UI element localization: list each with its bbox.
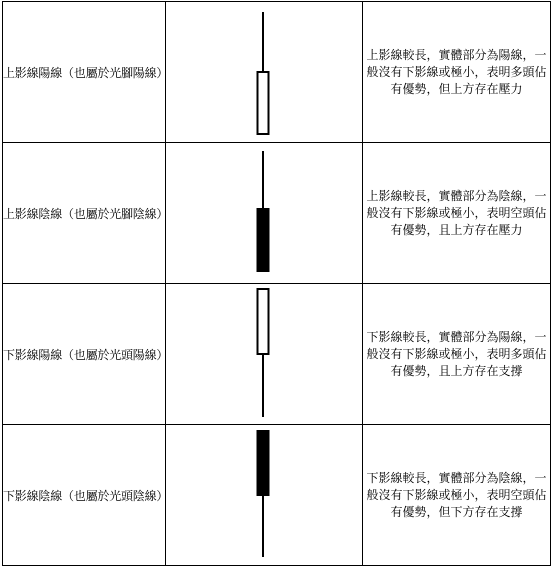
candle-body (257, 431, 268, 495)
candle-cell (165, 284, 362, 425)
pattern-description: 下影線較長，實體部分為陽線，一般沒有下影線或極小，表明多頭佔有優勢，且上方存在支撐 (362, 284, 550, 425)
table-row-upper-shadow-yang (3, 2, 551, 143)
pattern-description: 下影線較長，實體部分為陰線，一般沒有下影線或極小，表明空頭佔有優勢，但下方存在支撐 (362, 425, 550, 566)
table-row-upper-shadow-yin (3, 143, 551, 284)
table-row-lower-shadow-yang (3, 284, 551, 425)
pattern-name: 上影線陰線（也屬於光腳陰線） (3, 143, 166, 284)
pattern-description: 上影線較長，實體部分為陰線，一般沒有下影線或極小，表明空頭佔有優勢，且上方存在壓力 (362, 143, 550, 284)
candle-body (257, 209, 268, 271)
candlestick-pattern-table (2, 1, 551, 566)
pattern-name: 上影線陽線（也屬於光腳陽線） (3, 2, 166, 143)
candle-cell (165, 143, 362, 284)
candle-cell (165, 2, 362, 143)
candle-body (257, 72, 268, 134)
pattern-name: 下影線陰線（也屬於光頭陰線） (3, 425, 166, 566)
table-row-lower-shadow-yin (3, 425, 551, 566)
upper-shadow-hollow-candle-icon (166, 2, 360, 142)
lower-shadow-filled-candle-icon (166, 425, 360, 565)
pattern-name: 下影線陽線（也屬於光頭陽線） (3, 284, 166, 425)
candle-cell (165, 425, 362, 566)
pattern-description: 上影線較長，實體部分為陽線，一般沒有下影線或極小，表明多頭佔有優勢，但上方存在壓力 (362, 2, 550, 143)
candle-body (257, 289, 268, 354)
lower-shadow-hollow-candle-icon (166, 284, 360, 424)
upper-shadow-filled-candle-icon (166, 143, 360, 283)
